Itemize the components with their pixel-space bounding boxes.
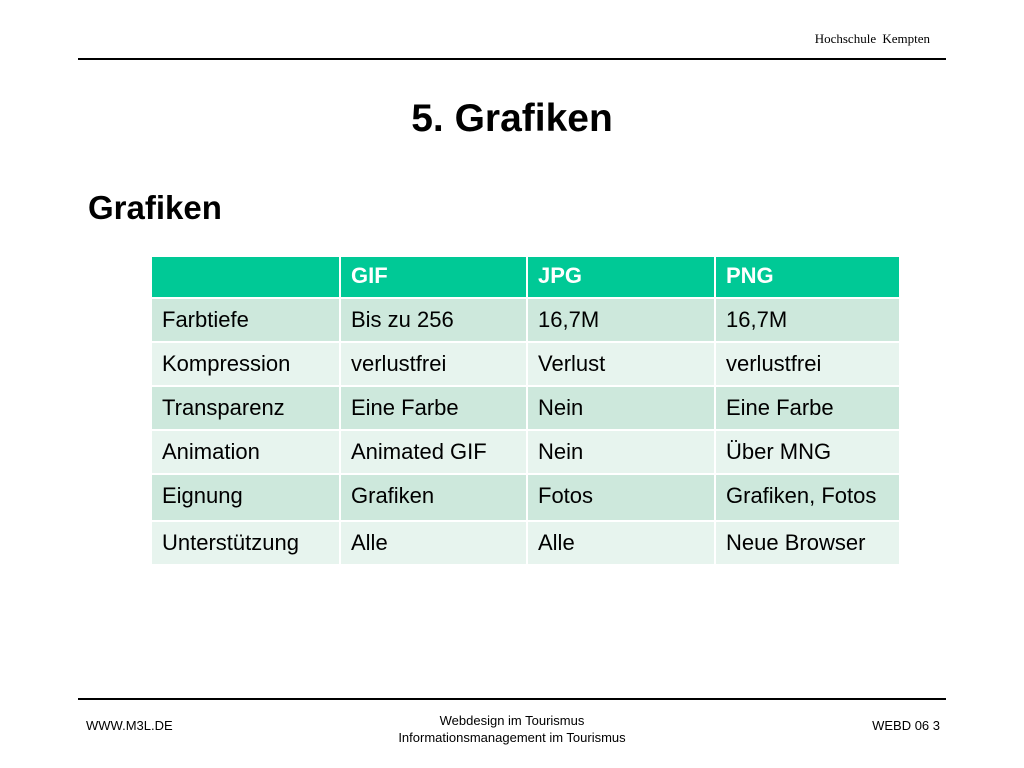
header-divider bbox=[78, 58, 946, 60]
table-header-row bbox=[151, 256, 900, 298]
table-cell: Nein bbox=[527, 386, 715, 430]
row-label: Eignung bbox=[151, 474, 340, 521]
header-cell-jpg: JPG bbox=[527, 256, 715, 298]
table-cell: Alle bbox=[340, 521, 527, 565]
table-row bbox=[151, 430, 900, 474]
table-cell: Animated GIF bbox=[340, 430, 527, 474]
header-cell-empty bbox=[151, 256, 340, 298]
table-cell: 16,7M bbox=[715, 298, 900, 342]
table-cell: Fotos bbox=[527, 474, 715, 521]
table-row bbox=[151, 298, 900, 342]
slide-title: 5. Grafiken bbox=[411, 97, 613, 140]
table-cell: verlustfrei bbox=[715, 342, 900, 386]
row-label: Kompression bbox=[151, 342, 340, 386]
footer-course-subtitle: Informationsmanagement im Tourismus bbox=[398, 730, 626, 745]
table-cell: 16,7M bbox=[527, 298, 715, 342]
row-label: Transparenz bbox=[151, 386, 340, 430]
footer-website: WWW.M3L.DE bbox=[86, 718, 173, 733]
table-cell: Grafiken bbox=[340, 474, 527, 521]
table-cell: Eine Farbe bbox=[340, 386, 527, 430]
table-cell: Bis zu 256 bbox=[340, 298, 527, 342]
table-row bbox=[151, 521, 900, 565]
row-label: Unterstützung bbox=[151, 521, 340, 565]
table-cell: Neue Browser bbox=[715, 521, 900, 565]
table-row bbox=[151, 386, 900, 430]
header-organization: Hochschule Kempten bbox=[814, 31, 930, 46]
header-cell-png: PNG bbox=[715, 256, 900, 298]
row-label: Animation bbox=[151, 430, 340, 474]
footer-divider bbox=[78, 698, 946, 700]
table-cell: Verlust bbox=[527, 342, 715, 386]
footer-course bbox=[0, 712, 1024, 746]
section-heading: Grafiken bbox=[88, 189, 222, 226]
footer-course-title: Webdesign im Tourismus bbox=[439, 713, 585, 728]
table-row bbox=[151, 342, 900, 386]
format-comparison-table bbox=[150, 255, 901, 566]
table-cell: verlustfrei bbox=[340, 342, 527, 386]
table-cell: Eine Farbe bbox=[715, 386, 900, 430]
table-cell: Nein bbox=[527, 430, 715, 474]
table-cell: Alle bbox=[527, 521, 715, 565]
table-row bbox=[151, 474, 900, 521]
header-cell-gif: GIF bbox=[340, 256, 527, 298]
table-cell: Grafiken, Fotos bbox=[715, 474, 900, 521]
table-cell: Über MNG bbox=[715, 430, 900, 474]
row-label: Farbtiefe bbox=[151, 298, 340, 342]
footer-page-code: WEBD 06 3 bbox=[872, 718, 940, 733]
